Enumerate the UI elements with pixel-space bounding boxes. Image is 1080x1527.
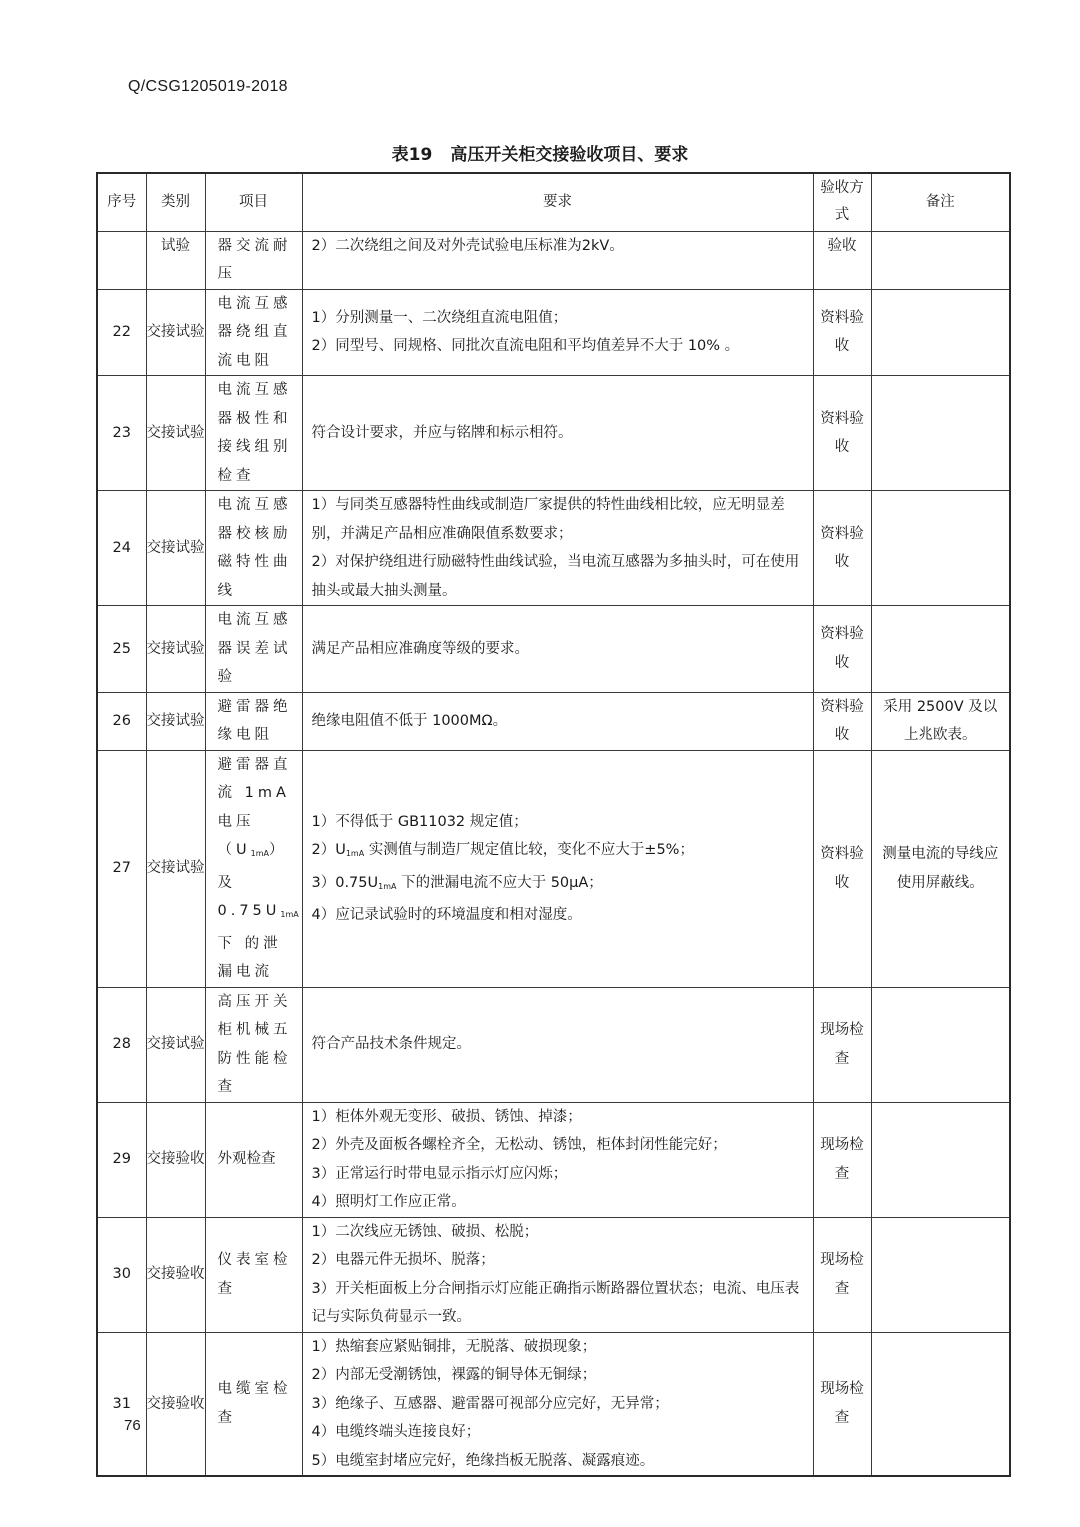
row-seq	[97, 231, 146, 289]
row-note	[871, 987, 1010, 1102]
table-row	[97, 376, 1010, 491]
row-category: 交接试验	[146, 491, 205, 606]
row-note	[871, 1332, 1010, 1476]
table-title-text: 高压开关柜交接验收项目、要求	[450, 145, 689, 165]
table-row	[97, 1102, 1010, 1217]
row-item: 电流互感器误差试验	[205, 606, 302, 693]
table-row	[97, 692, 1010, 750]
table-row	[97, 231, 1010, 289]
row-seq: 27	[97, 750, 146, 987]
row-method: 资料验收	[813, 491, 871, 606]
table-title	[0, 140, 1080, 165]
row-note	[871, 1102, 1010, 1217]
row-item: 电流互感器绕组直流电阻	[205, 289, 302, 376]
row-category: 交接试验	[146, 750, 205, 987]
row-requirement: 1）柜体外观无变形、破损、锈蚀、掉漆； 2）外壳及面板各螺栓齐全，无松动、锈蚀，柜体封闭性能完好； 3）正常运行时带电显示指示灯应闪烁； 4）照明灯工作应正常。	[302, 1102, 813, 1217]
row-seq: 31	[97, 1332, 146, 1476]
row-method: 资料验收	[813, 606, 871, 693]
row-method: 资料验收	[813, 750, 871, 987]
row-item: 器交流耐压	[205, 231, 302, 289]
table-row	[97, 491, 1010, 606]
row-method: 资料验收	[813, 289, 871, 376]
row-method: 现场检查	[813, 987, 871, 1102]
row-seq: 29	[97, 1102, 146, 1217]
row-requirement: 1）热缩套应紧贴铜排，无脱落、破损现象； 2）内部无受潮锈蚀，裸露的铜导体无铜绿； 3）绝缘子、互感器、避雷器可视部分应完好，无异常； 4）电缆终端头连接良好； 5）电缆室封堵应完好，绝缘挡板无脱落、凝露痕迹。	[302, 1332, 813, 1476]
table-row	[97, 1332, 1010, 1476]
row-category: 交接验收	[146, 1102, 205, 1217]
row-requirement: 1）二次线应无锈蚀、破损、松脱； 2）电器元件无损坏、脱落； 3）开关柜面板上分合闸指示灯应能正确指示断路器位置状态；电流、电压表记与实际负荷显示一致。	[302, 1217, 813, 1332]
document-code: Q/CSG1205019-2018	[128, 78, 288, 95]
row-method: 现场检查	[813, 1332, 871, 1476]
row-note	[871, 491, 1010, 606]
row-category: 交接试验	[146, 376, 205, 491]
table-row	[97, 289, 1010, 376]
row-category: 交接验收	[146, 1217, 205, 1332]
header-requirement: 要求	[302, 173, 813, 231]
row-item: 电缆室检查	[205, 1332, 302, 1476]
row-item: 高压开关柜机械五防性能检查	[205, 987, 302, 1102]
row-item: 避雷器绝缘电阻	[205, 692, 302, 750]
row-requirement: 1）与同类互感器特性曲线或制造厂家提供的特性曲线相比较，应无明显差别，并满足产品相应准确限值系数要求； 2）对保护绕组进行励磁特性曲线试验，当电流互感器为多抽头时，可在使用抽头或最大抽头测量。	[302, 491, 813, 606]
table-row	[97, 1217, 1010, 1332]
table-row	[97, 750, 1010, 987]
row-note: 采用 2500V 及以上兆欧表。	[871, 692, 1010, 750]
row-item: 仪表室检查	[205, 1217, 302, 1332]
row-method: 资料验收	[813, 376, 871, 491]
row-method: 验收	[813, 231, 871, 289]
row-category: 交接试验	[146, 987, 205, 1102]
header-method: 验收方式	[813, 173, 871, 231]
row-seq: 28	[97, 987, 146, 1102]
table-header-row	[97, 173, 1010, 231]
row-method: 资料验收	[813, 692, 871, 750]
row-requirement: 2）二次绕组之间及对外壳试验电压标准为2kV。	[302, 231, 813, 289]
row-requirement: 1）不得低于 GB11032 规定值； $2)U_{1mA}$ 实测值与制造厂规定值比较，变化不应大于±5%； $3)0.75U_{1mA}$ 下的泄漏电流不应大于 50μA； 4）应记录试验时的环境温度和相对湿度。	[302, 750, 813, 987]
row-requirement: 符合产品技术条件规定。	[302, 987, 813, 1102]
row-seq: 26	[97, 692, 146, 750]
row-note	[871, 289, 1010, 376]
table-row	[97, 987, 1010, 1102]
table-row	[97, 606, 1010, 693]
row-note	[871, 1217, 1010, 1332]
row-seq: 23	[97, 376, 146, 491]
header-item: 项目	[205, 173, 302, 231]
row-category: 交接验收	[146, 1332, 205, 1476]
row-category: 试验	[146, 231, 205, 289]
row-seq: 30	[97, 1217, 146, 1332]
row-category: 交接试验	[146, 692, 205, 750]
header-seq: 序号	[97, 173, 146, 231]
row-note	[871, 231, 1010, 289]
page-number: 76	[124, 1417, 141, 1434]
row-item: 电流互感器校核励磁特性曲线	[205, 491, 302, 606]
row-note: 测量电流的导线应使用屏蔽线。	[871, 750, 1010, 987]
row-note	[871, 376, 1010, 491]
row-requirement: 绝缘电阻值不低于 1000MΩ。	[302, 692, 813, 750]
row-category: 交接试验	[146, 606, 205, 693]
table-number: 表19	[391, 145, 433, 165]
row-seq: 24	[97, 491, 146, 606]
row-method: 现场检查	[813, 1217, 871, 1332]
row-seq: 25	[97, 606, 146, 693]
row-category: 交接试验	[146, 289, 205, 376]
row-item: 电流互感器极性和接线组别检查	[205, 376, 302, 491]
row-seq: 22	[97, 289, 146, 376]
header-note: 备注	[871, 173, 1010, 231]
row-requirement: 符合设计要求，并应与铭牌和标示相符。	[302, 376, 813, 491]
row-note	[871, 606, 1010, 693]
acceptance-table	[96, 172, 1011, 1477]
row-item: 外观检查	[205, 1102, 302, 1217]
row-requirement: 满足产品相应准确度等级的要求。	[302, 606, 813, 693]
header-category: 类别	[146, 173, 205, 231]
row-item: 避雷器直流 1mA 电压$(U_{1mA})$及 $0.75U_{1mA}$ 下 的泄漏电流	[205, 750, 302, 987]
row-requirement: 1）分别测量一、二次绕组直流电阻值； 2）同型号、同规格、同批次直流电阻和平均值差异不大于 10% 。	[302, 289, 813, 376]
row-method: 现场检查	[813, 1102, 871, 1217]
